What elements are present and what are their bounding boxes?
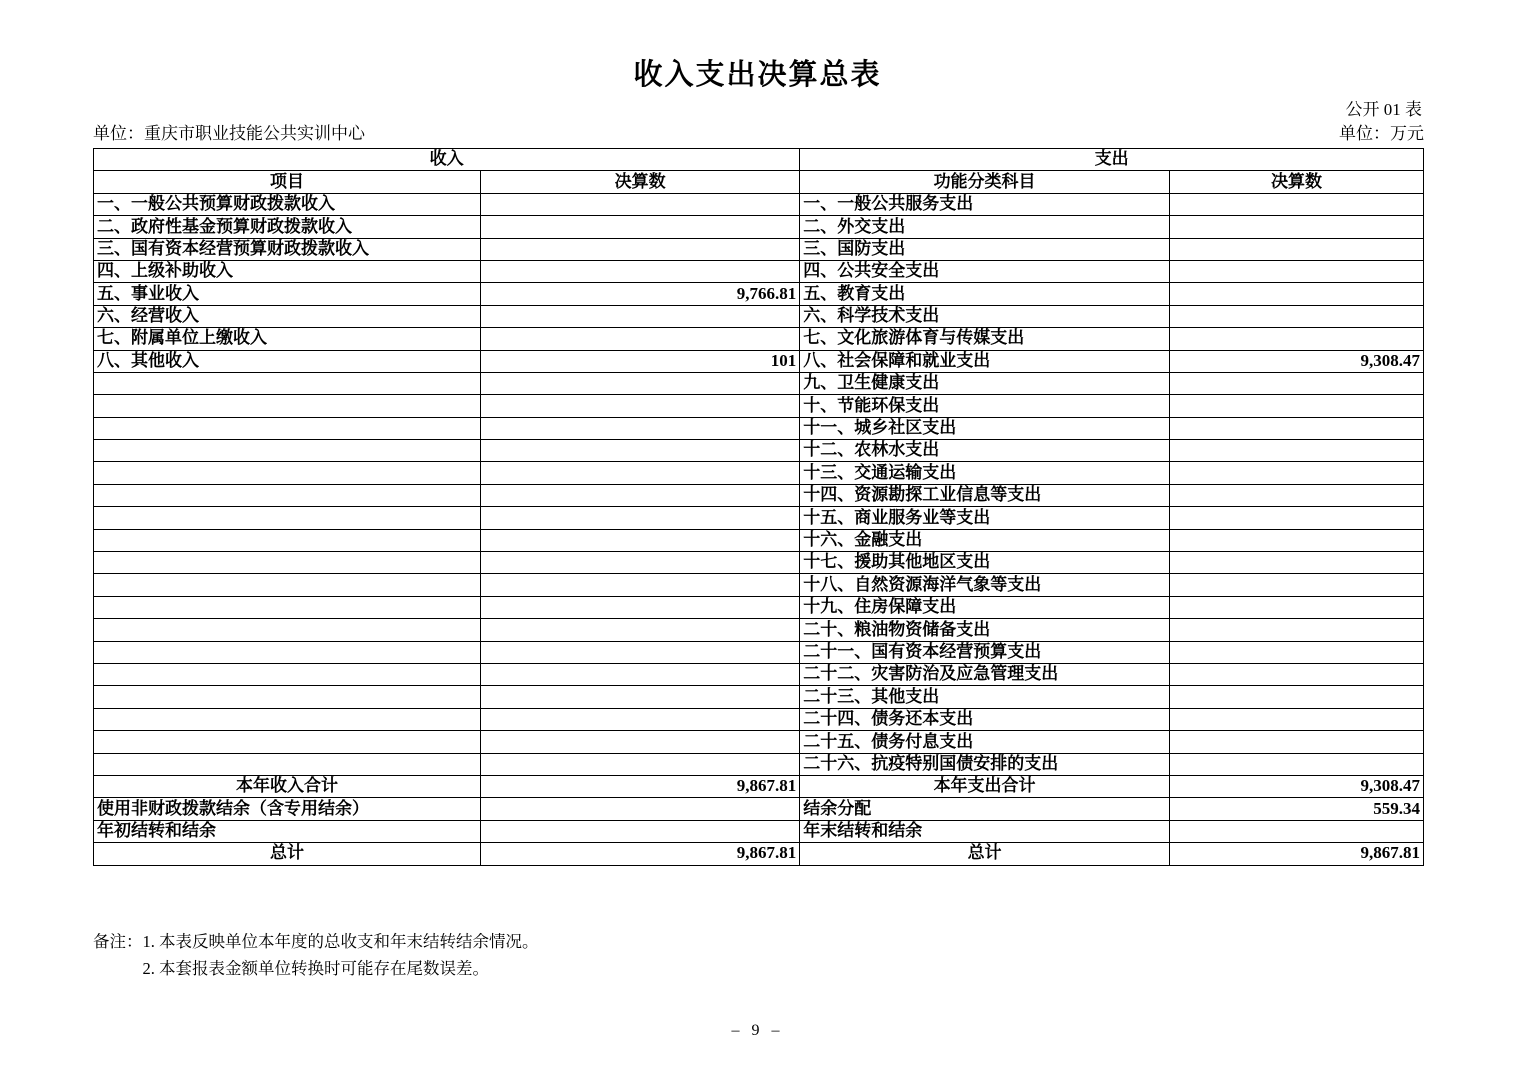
expense-amount-header: 决算数 [1169,171,1423,193]
expense-amount-cell [1169,484,1423,506]
note-line: 2. 本套报表金额单位转换时可能存在尾数误差。 [142,959,489,979]
income-item-cell: 四、上级补助收入 [94,260,481,282]
table-footer-row [94,775,1424,797]
income-amount-cell [481,619,800,641]
table-row [94,529,1424,551]
expense-item-cell: 二十四、债务还本支出 [800,708,1170,730]
table-row [94,574,1424,596]
table-row [94,663,1424,685]
expense-item-cell: 十九、住房保障支出 [800,596,1170,618]
table-row [94,238,1424,260]
expense-amount-cell [1169,283,1423,305]
table-row [94,731,1424,753]
expense-amount-cell [1169,820,1423,842]
income-item-cell [94,708,481,730]
income-item-cell [94,686,481,708]
income-item-cell [94,574,481,596]
income-item-cell: 使用非财政拨款结余（含专用结余） [94,798,481,820]
income-amount-cell [481,552,800,574]
income-item-cell: 五、事业收入 [94,283,481,305]
table-row [94,507,1424,529]
expense-item-cell: 二、外交支出 [800,216,1170,238]
income-item-cell [94,596,481,618]
expense-item-cell: 结余分配 [800,798,1170,820]
income-amount-cell [481,462,800,484]
expense-amount-cell [1169,238,1423,260]
expense-item-cell: 十三、交通运输支出 [800,462,1170,484]
income-amount-cell: 9,867.81 [481,775,800,797]
unit-currency-label: 单位：万元 [1339,124,1424,143]
table-row [94,193,1424,215]
table-row [94,641,1424,663]
expense-amount-cell [1169,507,1423,529]
note-line: 1. 本表反映单位本年度的总收支和年末结转结余情况。 [142,932,539,951]
income-item-cell [94,552,481,574]
expense-amount-cell [1169,574,1423,596]
expense-amount-cell [1169,596,1423,618]
expense-amount-cell [1169,731,1423,753]
income-amount-cell [481,193,800,215]
table-body [94,193,1424,865]
income-section-header: 收入 [94,149,800,171]
expense-item-cell: 三、国防支出 [800,238,1170,260]
expense-section-header: 支出 [800,149,1424,171]
table-row [94,753,1424,775]
table-row [94,440,1424,462]
table-row [94,708,1424,730]
expense-item-cell: 十四、资源勘探工业信息等支出 [800,484,1170,506]
income-item-cell [94,462,481,484]
expense-amount-cell [1169,417,1423,439]
income-amount-cell [481,663,800,685]
expense-amount-cell [1169,663,1423,685]
table-footer-row [94,820,1424,842]
expense-item-cell: 十、节能环保支出 [800,395,1170,417]
expense-item-cell: 二十一、国有资本经营预算支出 [800,641,1170,663]
income-item-cell: 总计 [94,843,481,865]
expense-item-cell: 六、科学技术支出 [800,305,1170,327]
income-item-cell [94,641,481,663]
table-row [94,216,1424,238]
income-item-cell [94,731,481,753]
notes-label: 备注： [93,932,143,951]
income-amount-cell [481,440,800,462]
income-item-cell [94,484,481,506]
income-item-cell [94,440,481,462]
expense-item-header: 功能分类科目 [800,171,1170,193]
expense-amount-cell [1169,193,1423,215]
income-item-cell: 七、附属单位上缴收入 [94,328,481,350]
expense-amount-cell [1169,641,1423,663]
expense-item-cell: 十八、自然资源海洋气象等支出 [800,574,1170,596]
expense-amount-cell [1169,260,1423,282]
table-row [94,328,1424,350]
column-header-row [94,171,1424,193]
expense-item-cell: 十一、城乡社区支出 [800,417,1170,439]
table-row [94,395,1424,417]
expense-item-cell: 一、一般公共服务支出 [800,193,1170,215]
expense-item-cell: 五、教育支出 [800,283,1170,305]
income-amount-cell [481,372,800,394]
income-amount-cell [481,686,800,708]
expense-amount-cell [1169,462,1423,484]
notes-block [93,928,539,982]
expense-item-cell: 二十五、债务付息支出 [800,731,1170,753]
income-amount-header: 决算数 [481,171,800,193]
expense-amount-cell [1169,529,1423,551]
expense-item-cell: 十六、金融支出 [800,529,1170,551]
income-amount-cell [481,484,800,506]
income-item-cell: 三、国有资本经营预算财政拨款收入 [94,238,481,260]
income-item-cell: 六、经营收入 [94,305,481,327]
table-row [94,552,1424,574]
table-row [94,462,1424,484]
table-row [94,417,1424,439]
income-amount-cell: 9,766.81 [481,283,800,305]
income-amount-cell [481,328,800,350]
income-item-cell: 八、其他收入 [94,350,481,372]
income-amount-cell [481,753,800,775]
income-amount-cell [481,596,800,618]
expense-amount-cell: 559.34 [1169,798,1423,820]
income-item-cell [94,619,481,641]
unit-name-label: 单位：重庆市职业技能公共实训中心 [93,124,365,143]
expense-item-cell: 八、社会保障和就业支出 [800,350,1170,372]
income-amount-cell [481,798,800,820]
expense-item-cell: 七、文化旅游体育与传媒支出 [800,328,1170,350]
income-amount-cell [481,574,800,596]
income-item-cell: 二、政府性基金预算财政拨款收入 [94,216,481,238]
expense-item-cell: 二十二、灾害防治及应急管理支出 [800,663,1170,685]
table-row [94,283,1424,305]
table-footer-row [94,798,1424,820]
expense-amount-cell [1169,708,1423,730]
income-amount-cell [481,216,800,238]
expense-item-cell: 年末结转和结余 [800,820,1170,842]
table-code-label: 公开 01 表 [1345,100,1422,119]
expense-amount-cell [1169,440,1423,462]
expense-amount-cell [1169,216,1423,238]
table-row [94,596,1424,618]
page-number: – 9 – [731,1022,784,1039]
income-amount-cell [481,507,800,529]
income-item-cell: 一、一般公共预算财政拨款收入 [94,193,481,215]
expense-item-cell: 本年支出合计 [800,775,1170,797]
table-row [94,350,1424,372]
income-amount-cell [481,238,800,260]
income-item-cell: 年初结转和结余 [94,820,481,842]
income-item-header: 项目 [94,171,481,193]
income-amount-cell [481,708,800,730]
table-row [94,260,1424,282]
expense-amount-cell [1169,395,1423,417]
account-table [93,148,1424,866]
income-item-cell [94,395,481,417]
income-amount-cell [481,305,800,327]
expense-item-cell: 四、公共安全支出 [800,260,1170,282]
expense-amount-cell: 9,308.47 [1169,350,1423,372]
income-amount-cell [481,395,800,417]
expense-amount-cell [1169,305,1423,327]
income-amount-cell [481,417,800,439]
expense-item-cell: 二十三、其他支出 [800,686,1170,708]
income-item-cell [94,372,481,394]
expense-amount-cell: 9,867.81 [1169,843,1423,865]
table-row [94,305,1424,327]
income-amount-cell [481,820,800,842]
section-header-row [94,149,1424,171]
income-amount-cell [481,260,800,282]
table-footer-row [94,843,1424,865]
expense-item-cell: 二十、粮油物资储备支出 [800,619,1170,641]
table-row [94,484,1424,506]
expense-item-cell: 二十六、抗疫特别国债安排的支出 [800,753,1170,775]
expense-item-cell: 九、卫生健康支出 [800,372,1170,394]
income-amount-cell [481,731,800,753]
income-item-cell [94,417,481,439]
expense-item-cell: 十五、商业服务业等支出 [800,507,1170,529]
income-amount-cell: 9,867.81 [481,843,800,865]
unit-row [93,119,1424,144]
expense-amount-cell [1169,686,1423,708]
income-amount-cell: 101 [481,350,800,372]
income-item-cell [94,663,481,685]
income-item-cell [94,529,481,551]
table-row [94,619,1424,641]
income-amount-cell [481,529,800,551]
income-amount-cell [481,641,800,663]
expense-amount-cell [1169,753,1423,775]
expense-amount-cell [1169,372,1423,394]
expense-amount-cell [1169,619,1423,641]
expense-item-cell: 十二、农林水支出 [800,440,1170,462]
income-item-cell [94,753,481,775]
income-item-cell [94,507,481,529]
page-title: 收入支出决算总表 [633,59,882,91]
expense-amount-cell [1169,552,1423,574]
table-row [94,686,1424,708]
table-row [94,372,1424,394]
expense-amount-cell: 9,308.47 [1169,775,1423,797]
expense-item-cell: 十七、援助其他地区支出 [800,552,1170,574]
expense-item-cell: 总计 [800,843,1170,865]
notes-items [143,928,539,982]
expense-amount-cell [1169,328,1423,350]
income-item-cell: 本年收入合计 [94,775,481,797]
